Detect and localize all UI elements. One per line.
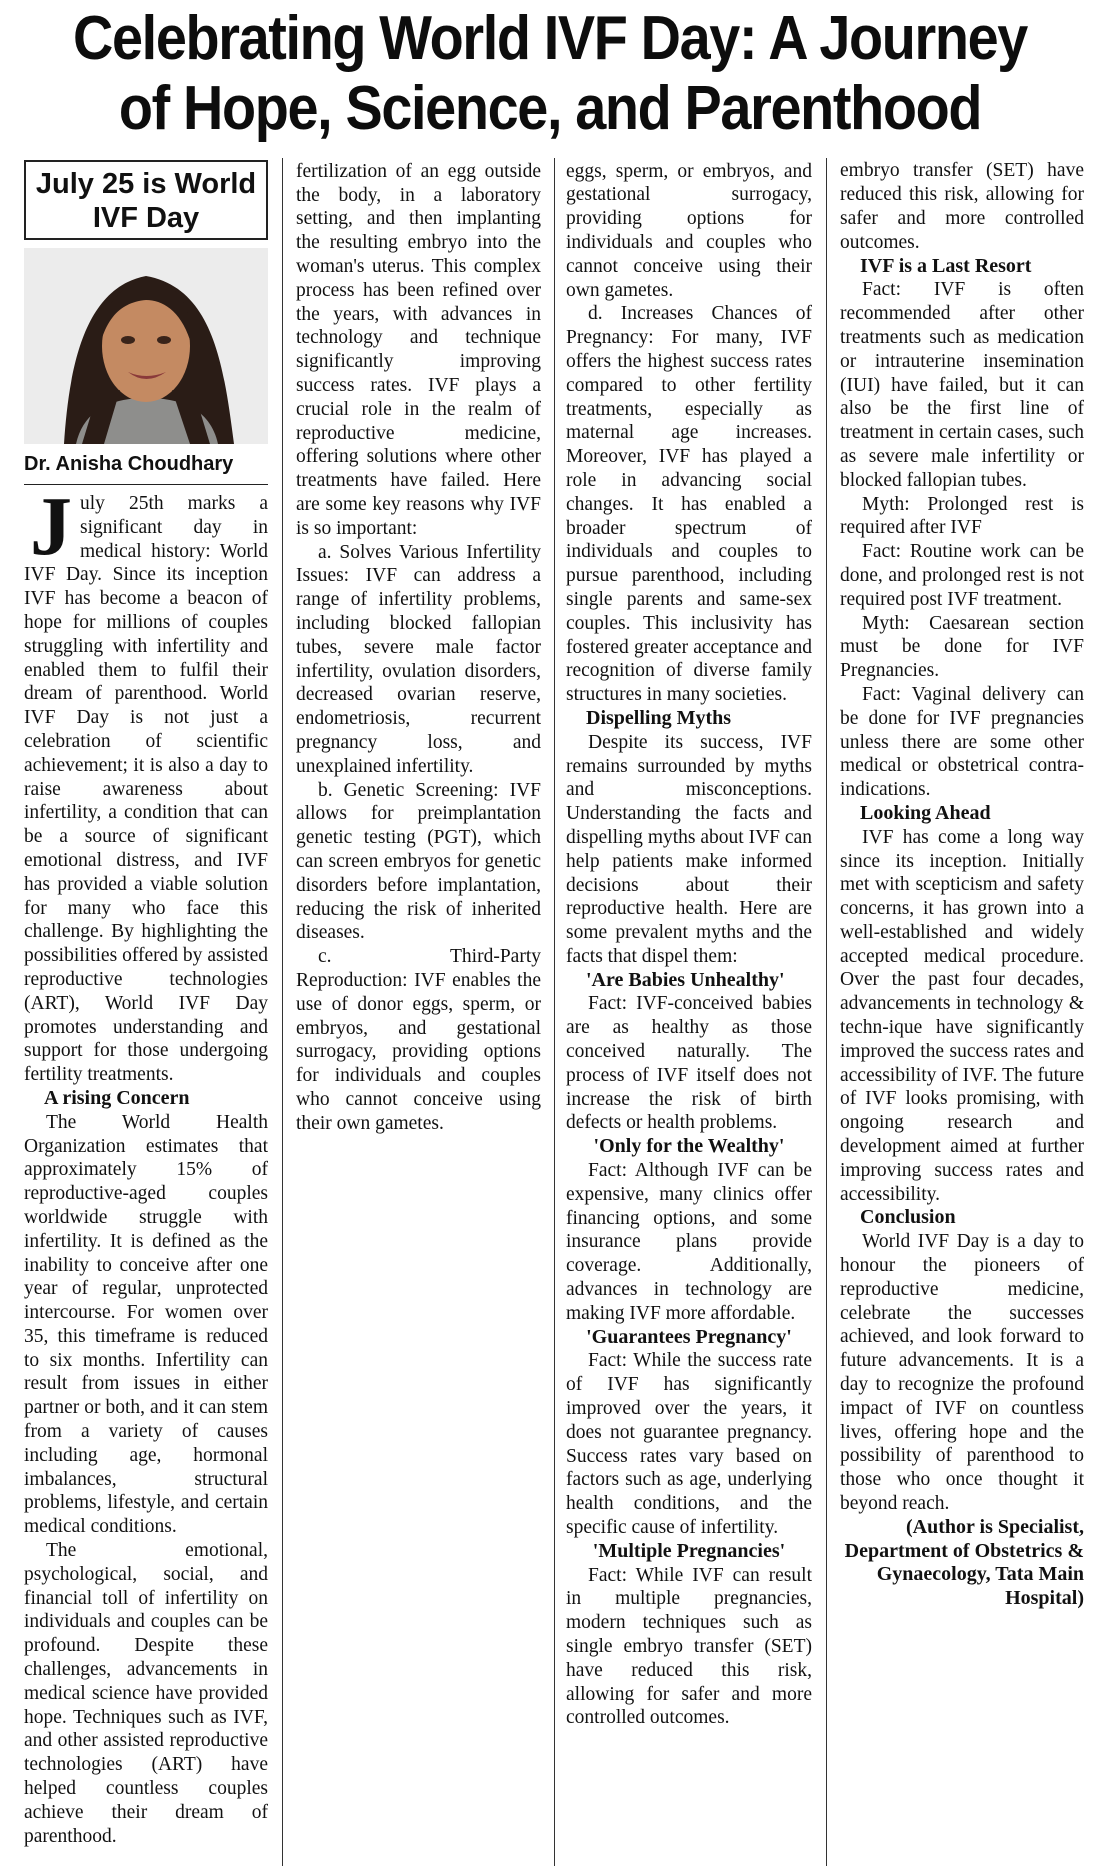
- byline-divider: [24, 484, 268, 485]
- date-callout-box: July 25 is World IVF Day: [24, 160, 268, 240]
- list-item-c: c. Third-Party Reproduction: IVF enables the use of donor eggs, sperm, or embryos, and gestational surrogacy, providing options for individuals and couples who cannot conceive using their own gametes.: [296, 946, 541, 1134]
- myth-title: 'Guarantees Pregnancy': [586, 1325, 792, 1348]
- list-item-d: d. Increases Chances of Pregnancy: For many, IVF offers the highest success rates compared to other fertility treatments, especially as maternal age increases. Moreover, IVF has played a role in advancing social changes. It has enabled a broader spectrum of individuals and couples to pursue parenthood, including single parents and same-sex couples. This inclusivity has fostered greater acceptance and recognition of diverse family structures in many societies.: [566, 303, 812, 706]
- myth-statement: Myth: Prolonged rest is required after IVF: [840, 493, 1084, 539]
- myth-fact: Fact: While IVF can result in multiple pregnancies, modern techniques such as single embryo transfer (SET) have reduced this risk, allowing for safer and more controlled outcomes.: [566, 1564, 812, 1729]
- list-item-b: b. Genetic Screening: IVF allows for preimplantation genetic testing (PGT), which can screen embryos for genetic disorders before implantation, reducing the risk of inherited diseases.: [296, 779, 541, 944]
- intro-paragraph: [24, 492, 268, 1087]
- paragraph: The World Health Organization estimates that approximately 15% of reproductive-aged couples worldwide struggle with infertility. It is defined as the inability to conceive after one year of regular, unprotected intercourse. For women over 35, this timeframe is reduced to six months. Infertility can result from issues in either partner or both, and it can stem from a variety of causes including age, hormonal imbalances, structural problems, lifestyle, and certain medical conditions.: [24, 1111, 268, 1538]
- author-byline: Dr. Anisha Choudhary: [24, 453, 234, 475]
- myth-title: 'Multiple Pregnancies': [592, 1539, 786, 1562]
- myth-fact-continued: embryo transfer (SET) have reduced this risk, allowing for safer and more controlled outcomes.: [840, 160, 1084, 253]
- column-rule: [282, 158, 283, 1866]
- paragraph: fertilization of an egg outside the body, in a laboratory setting, and then implanting the resulting embryo into the woman's uterus. This complex process has been refined over the years, with advances in technology and technique significantly improving success rates. IVF plays a crucial role in the realm of reproductive medicine, offering solutions where other treatments have failed. Here are some key reasons why IVF is so important:: [296, 160, 541, 539]
- paragraph: IVF has come a long way since its inception. Initially met with scepticism and safety concerns, it has grown into a well-established and widely accepted medical procedure. Over the past four decades, advancements in technology & techn-ique have significantly improved the success rates and accessibility of IVF. The future of IVF looks promising, with ongoing research and development aimed at further improving success rates and accessibility.: [840, 826, 1084, 1205]
- list-item-a: a. Solves Various Infertility Issues: IVF can address a range of infertility problems, including blocked fallopian tubes, severe male factor infertility, ovulation disorders, decreased ovarian reserve, endometriosis, recurrent pregnancy loss, and unexplained infertility.: [296, 541, 541, 777]
- paragraph: The emotional, psychological, social, and financial toll of infertility on individuals and couples can be profound. Despite these challenges, advancements in medical science have provided hope. Techniques such as IVF, and other assisted reproductive technologies (ART) have helped countless couples achieve their dream of parenthood.: [24, 1540, 268, 1847]
- myth-title: IVF is a Last Resort: [860, 254, 1032, 277]
- author-photo: [24, 248, 268, 444]
- myth-fact: Fact: IVF is often recommended after other treatments such as medication or intrauterine insemination (IUI) have failed, but it can also be the first line of treatment in certain cases, such as severe male infertility or blocked fallopian tubes.: [840, 279, 1084, 491]
- article-column-4: [840, 160, 1084, 1865]
- article-column-3: [566, 160, 812, 1865]
- article-column-1: [24, 492, 268, 1865]
- section-heading-rising-concern: A rising Concern: [44, 1086, 190, 1109]
- myth-fact: Fact: While the success rate of IVF has significantly improved over the years, it does not guarantee pregnancy. Success rates vary based on factors such as age, underlying health conditions, and the specific cause of infertility.: [566, 1350, 812, 1539]
- myth-title: 'Only for the Wealthy': [593, 1135, 785, 1158]
- section-heading-conclusion: Conclusion: [860, 1206, 956, 1229]
- section-heading-dispelling-myths: Dispelling Myths: [586, 706, 732, 729]
- myth-fact: Fact: Although IVF can be expensive, many clinics offer financing options, and some insurance plans provide coverage. Additionally, advances in technology are making IVF more affordable.: [566, 1160, 812, 1324]
- section-heading-looking-ahead: Looking Ahead: [860, 801, 991, 824]
- myth-fact: Fact: Routine work can be done, and prolonged rest is not required post IVF treatment.: [840, 541, 1084, 610]
- intro-text: uly 25th marks a significant day in medical history: World IVF Day. Since its inception IVF has become a beacon of hope for millions of couples struggling with infertility and enabled them to fulfil their dream of parenthood. World IVF Day is not just a celebration of scientific achievement; it is also a day to raise awareness about infertility, a condition that can be a source of significant emotional distress, and IVF has provided a viable solution for many who face this challenge. By highlighting the possibilities offered by assisted reproductive technologies (ART), World IVF Day promotes understanding and support for those undergoing fertility treatments.: [24, 493, 268, 1086]
- paragraph: World IVF Day is a day to honour the pioneers of reproductive medicine, celebrate the successes achieved, and look forward to future advancements. It is a day to recognize the profound impact of IVF on countless lives, offering hope and the possibility of parenthood to those who once thought it beyond reach.: [840, 1231, 1084, 1515]
- myth-fact: Fact: IVF-conceived babies are as healthy as those conceived naturally. The process of IVF itself does not increase the risk of birth defects or health problems.: [566, 993, 812, 1134]
- column-rule: [826, 158, 827, 1866]
- myth-statement: Myth: Caesarean section must be done for IVF Pregnancies.: [840, 612, 1084, 682]
- myth-title: 'Are Babies Unhealthy': [586, 968, 785, 991]
- myth-fact: Fact: Vaginal delivery can be done for IVF pregnancies unless there are some other medical or obstetrical contra-indications.: [840, 683, 1084, 801]
- author-note: (Author is Specialist, Department of Obstetrics & Gynaecology, Tata Main Hospital): [844, 1515, 1084, 1610]
- headline: Celebrating World IVF Day: A Journey of Hope, Science, and Parenthood: [73, 4, 1027, 143]
- column-rule: [554, 158, 555, 1866]
- author-portrait-image: [24, 248, 268, 444]
- article-column-2: [296, 160, 541, 1865]
- drop-cap: J: [30, 492, 72, 573]
- list-item-c-continued: eggs, sperm, or embryos, and gestational surrogacy, providing options for individuals and couples who cannot conceive using their own gametes.: [566, 160, 812, 301]
- paragraph: Despite its success, IVF remains surrounded by myths and misconceptions. Understanding the facts and dispelling myths about IVF can help patients make informed decisions about their reproductive health. Here are some prevalent myths and the facts that dispel them:: [566, 731, 812, 967]
